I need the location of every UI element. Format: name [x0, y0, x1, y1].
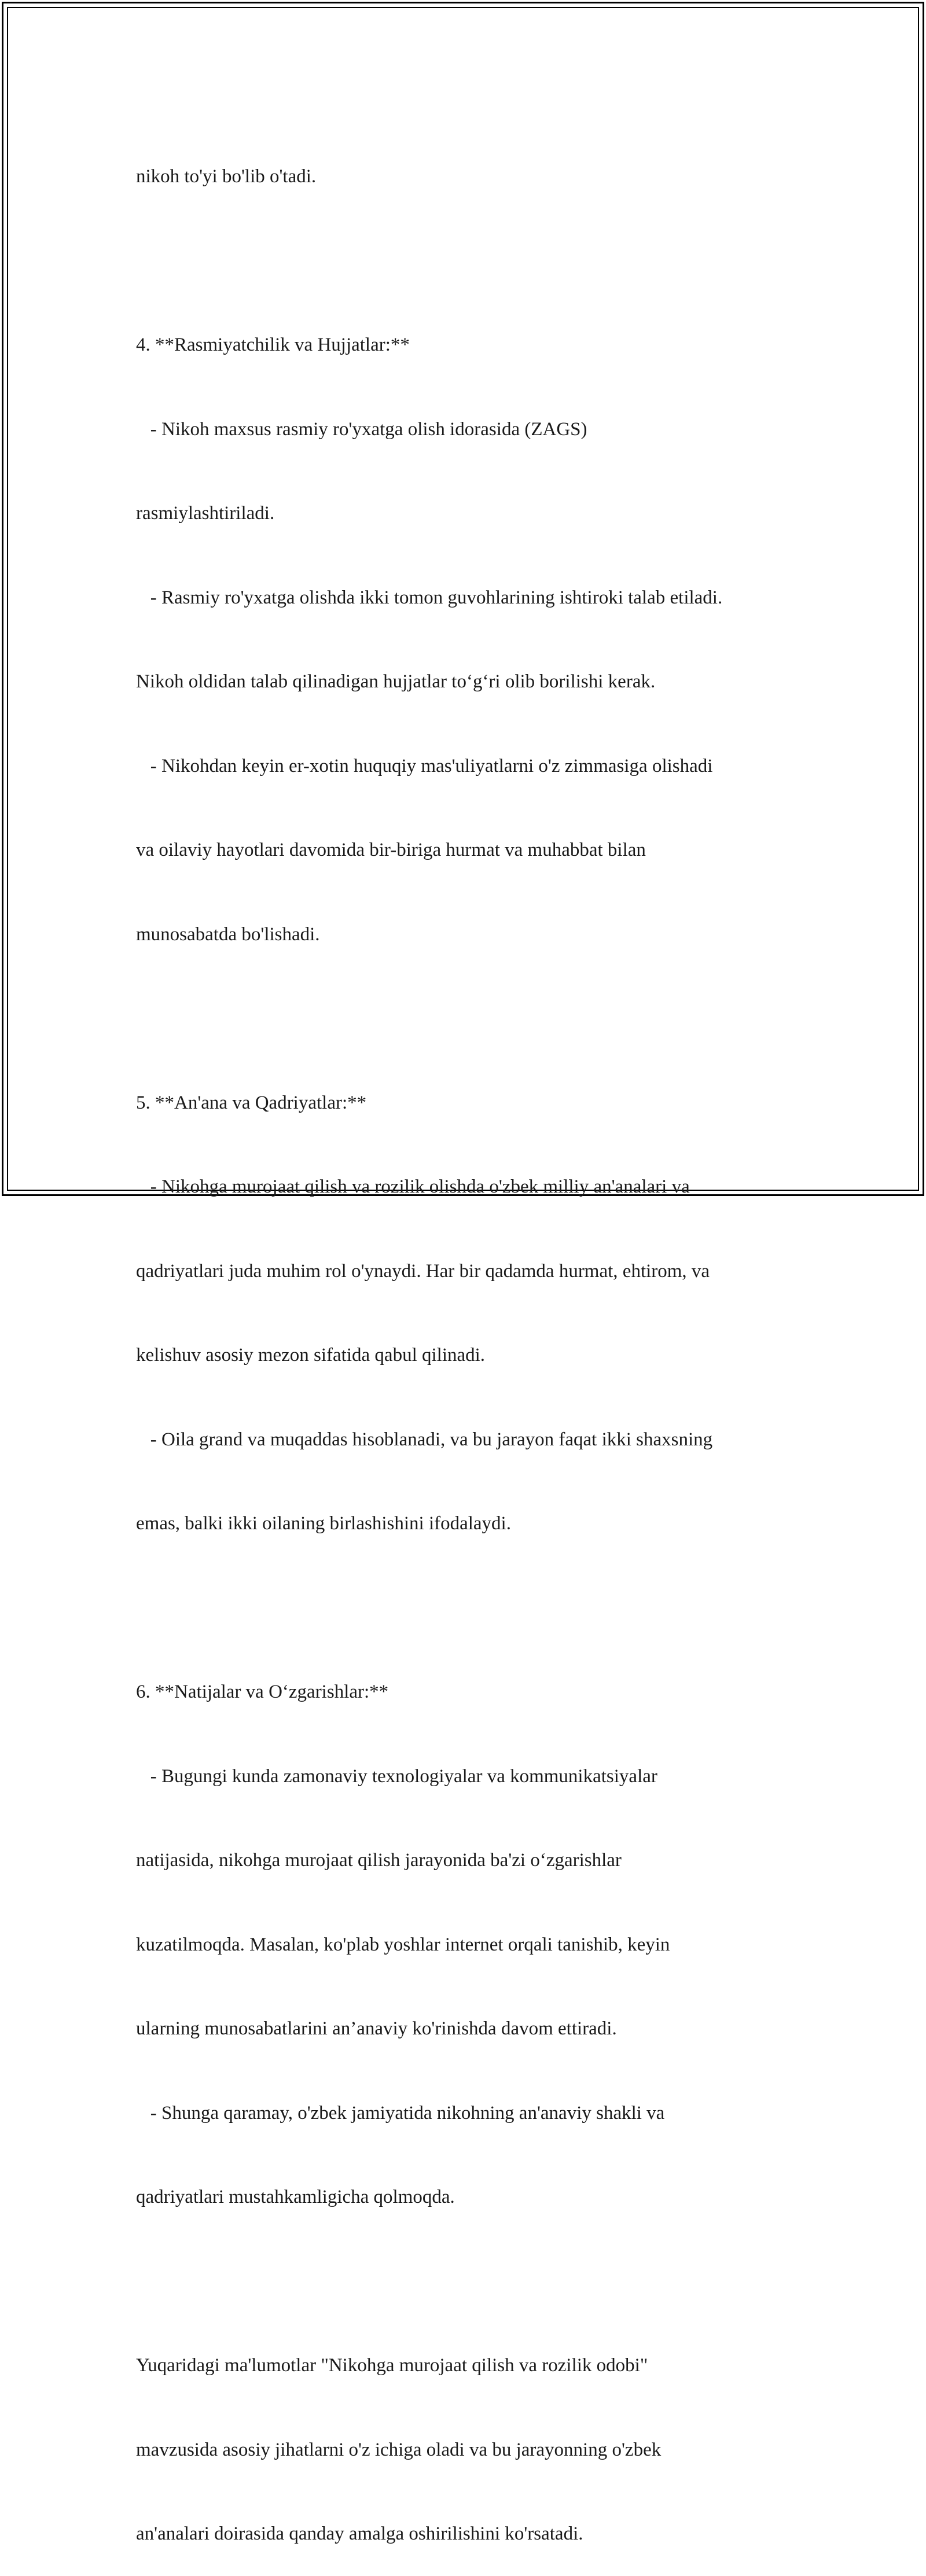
text-line: - Nikoh maxsus rasmiy ro'yxatga olish idorasida (ZAGS) [136, 418, 587, 440]
conclusion-line: mavzusida asosiy jihatlarni o'z ichiga oladi va bu jarayonning o'zbek [136, 2439, 662, 2460]
text-line: - Oila grand va muqaddas hisoblanadi, va bu jarayon faqat ikki shaxsning [136, 1429, 713, 1450]
text-line: kelishuv asosiy mezon sifatida qabul qilinadi. [136, 1345, 486, 1366]
blank-line [136, 247, 802, 275]
text-line: qadriyatlari mustahkamligicha qolmoqda. [136, 2187, 455, 2207]
conclusion-line: an'analari doirasida qanday amalga oshirilishini ko'rsatadi. [136, 2523, 583, 2544]
text-line: qadriyatlari juda muhim rol o'ynaydi. Har bir qadamda hurmat, ehtirom, va [136, 1260, 710, 1282]
blank-line [136, 2268, 802, 2296]
text-line: nikoh to'yi bo'lib o'tadi. [136, 166, 317, 187]
text-line: va oilaviy hayotlari davomida bir-biriga hurmat va muhabbat bilan [136, 840, 646, 860]
text-line: natijasida, nikohga murojaat qilish jarayonida ba'zi o‘zgarishlar [136, 1850, 622, 1871]
section-heading-6: 6. **Natijalar va O‘zgarishlar:** [136, 1681, 389, 1702]
text-line: rasmiylashtiriladi. [136, 503, 275, 524]
text-line: - Shunga qaramay, o'zbek jamiyatida nikohning an'anaviy shakli va [136, 2102, 665, 2124]
text-line: ularning munosabatlarini an’anaviy ko'rinishda davom ettiradi. [136, 2018, 617, 2039]
text-line: kuzatilmoqda. Masalan, ko'plab yoshlar internet orqali tanishib, keyin [136, 1934, 670, 1955]
text-line: munosabatda bo'lishadi. [136, 923, 320, 945]
document-body [136, 106, 802, 2576]
text-line: - Nikohga murojaat qilish va rozilik olishda o'zbek milliy an'analari va [136, 1176, 690, 1197]
text-line: emas, balki ikki oilaning birlashishini ifodalaydi. [136, 1513, 511, 1534]
blank-line [136, 1594, 802, 1622]
text-line: - Nikohdan keyin er-xotin huquqiy mas'uliyatlarni o'z zimmasiga olishadi [136, 755, 713, 777]
section-heading-4: 4. **Rasmiyatchilik va Hujjatlar:** [136, 334, 410, 355]
text-line: - Bugungi kunda zamonaviy texnologiyalar va kommunikatsiyalar [136, 1765, 657, 1787]
text-line: - Rasmiy ro'yxatga olishda ikki tomon guvohlarining ishtiroki talab etiladi. [136, 587, 723, 608]
section-heading-5: 5. **An'ana va Qadriyatlar:** [136, 1092, 367, 1113]
text-line: Nikoh oldidan talab qilinadigan hujjatlar to‘g‘ri olib borilishi kerak. [136, 671, 656, 692]
blank-line [136, 1004, 802, 1033]
conclusion-line: Yuqaridagi ma'lumotlar "Nikohga murojaat qilish va rozilik odobi" [136, 2355, 648, 2376]
